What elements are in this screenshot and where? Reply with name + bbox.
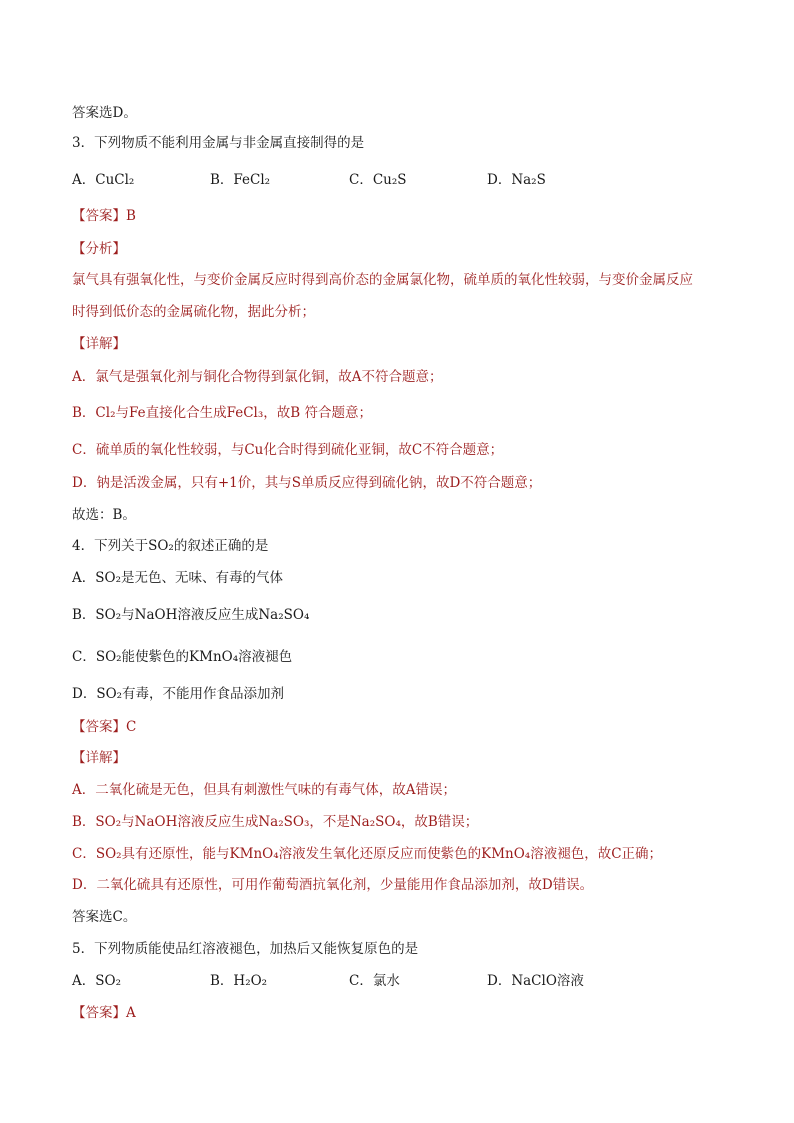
q3-option-c: C．Cu₂S [349,172,407,188]
q3-detail-c: C．硫单质的氧化性较弱，与Cu化合时得到硫化亚铜，故C不符合题意； [72,442,504,458]
q4-option-b: B．SO₂与NaOH溶液反应生成Na₂SO₄ [72,607,310,623]
q3-option-b: B．FeCl₂ [210,172,271,188]
answer-line: 答案选D。 [72,105,137,121]
q4-detail-heading: 【详解】 [72,750,126,766]
q4-option-a: A．SO₂是无色、无味、有毒的气体 [72,570,283,586]
q4-detail-a: A．二氧化硫是无色，但具有刺激性气味的有毒气体，故A错误； [72,782,456,798]
q5-answer: 【答案】A [72,1005,136,1021]
q4-option-d: D．SO₂有毒，不能用作食品添加剂 [72,686,285,702]
q5-option-a: A．SO₂ [72,973,121,989]
q3-option-a: A．CuCl₂ [72,172,135,188]
q3-option-d: D．Na₂S [487,172,546,188]
q3-detail-d: D．钠是活泼金属，只有+1价，其与S单质反应得到硫化钠，故D不符合题意； [72,475,542,491]
q4-conclusion: 答案选C。 [72,909,137,925]
question-3-stem: 3．下列物质不能利用金属与非金属直接制得的是 [72,135,365,151]
question-5-stem: 5．下列物质能使品红溶液褪色，加热后又能恢复原色的是 [72,941,419,957]
q4-answer: 【答案】C [72,719,137,735]
q5-option-b: B．H₂O₂ [210,973,268,989]
q4-option-c: C．SO₂能使紫色的KMnO₄溶液褪色 [72,649,293,665]
q3-conclusion: 故选：B。 [72,507,136,523]
q4-detail-c: C．SO₂具有还原性，能与KMnO₄溶液发生氧化还原反应而使紫色的KMnO₄溶液褪色，故C正确； [72,846,663,862]
q3-analysis-heading: 【分析】 [72,241,126,257]
q3-analysis-text-2: 时得到低价态的金属硫化物，据此分析； [72,304,315,320]
q4-detail-b: B．SO₂与NaOH溶液反应生成Na₂SO₃，不是Na₂SO₄，故B错误； [72,814,479,830]
q4-detail-d: D．二氧化硫具有还原性，可用作葡萄酒抗氧化剂，少量能用作食品添加剂，故D错误。 [72,877,594,893]
q3-analysis-text-1: 氯气具有强氧化性，与变价金属反应时得到高价态的金属氯化物，硫单质的氧化性较弱，与变价金属反应 [72,272,693,288]
q5-option-d: D．NaClO溶液 [487,973,584,989]
question-4-stem: 4．下列关于SO₂的叙述正确的是 [72,538,269,554]
q3-detail-a: A．氯气是强氧化剂与铜化合物得到氯化铜，故A不符合题意； [72,369,443,385]
q3-detail-b: B．Cl₂与Fe直接化合生成FeCl₃，故B 符合题意； [72,405,372,421]
q3-answer: 【答案】B [72,208,136,224]
q3-detail-heading: 【详解】 [72,336,126,352]
q5-option-c: C．氯水 [349,973,400,989]
